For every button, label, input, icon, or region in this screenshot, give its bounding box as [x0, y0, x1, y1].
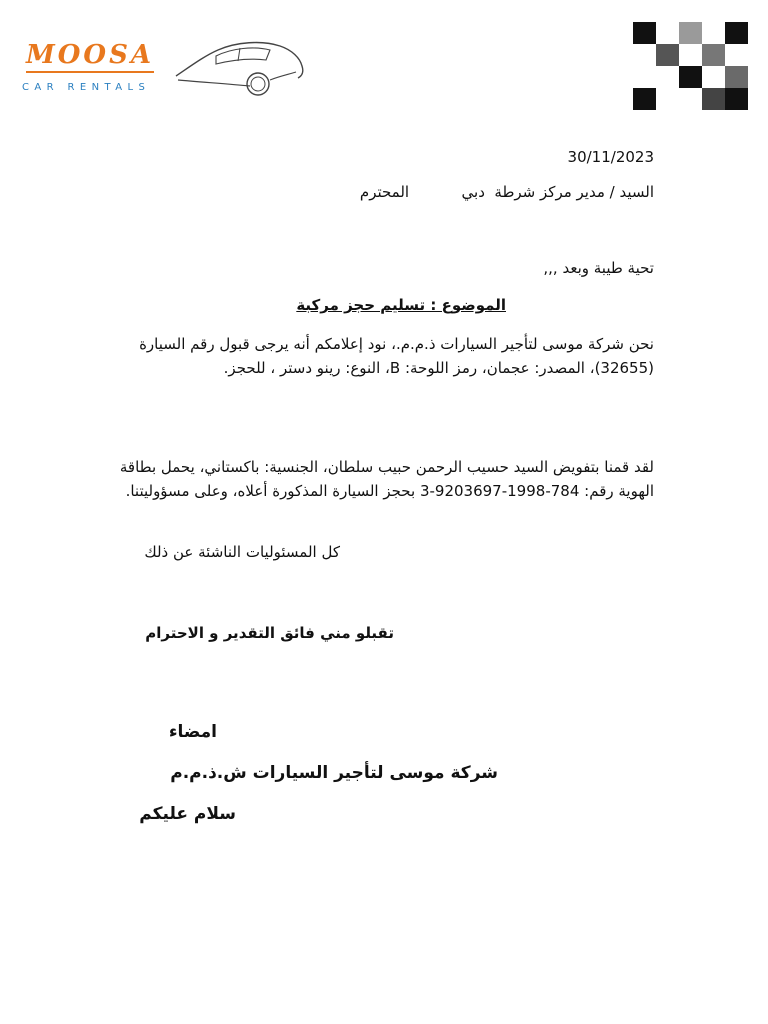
- letter-addressee: السيد / مدير مركز شرطة دبي المحترم: [359, 183, 654, 201]
- logo-tagline: CAR RENTALS: [22, 82, 151, 93]
- signature-salam: سلام عليكم: [139, 804, 236, 824]
- car-outline-icon: [170, 36, 310, 104]
- letter-date: 30/11/2023: [567, 148, 654, 166]
- checker-pattern-icon: [633, 22, 747, 110]
- letter-paragraph-vehicle: نحن شركة موسى لتأجير السيارات ذ.م.م.، نود إعلامكم أنه يرجى قبول رقم السيارة (32655)، المصدر: عجمان، رمز اللوحة: B، النوع: رينو دستر ، للحجز.: [139, 335, 654, 377]
- letter-closing: تقبلو مني فائق التقدير و الاحترام: [145, 624, 394, 642]
- signature-company: شركة موسى لتأجير السيارات ش.ذ.م.م: [170, 763, 498, 783]
- letter-responsibility: كل المسئوليات الناشئة عن ذلك: [144, 543, 340, 561]
- logo-brand-text: MOOSA: [26, 40, 155, 70]
- logo-underline: [26, 71, 154, 73]
- company-logo: [20, 36, 310, 106]
- letter-subject: الموضوع : تسليم حجز مركبة: [296, 296, 506, 314]
- letter-paragraph-authorization: لقد قمنا بتفويض السيد حسيب الرحمن حبيب سلطان، الجنسية: باكستاني، يحمل بطاقة الهوية رقم: 784-1998-9203697-3 بحجز السيارة المذكورة أعلاه، وعلى مسؤوليتنا.: [119, 458, 654, 500]
- signature-label: امضاء: [168, 722, 217, 742]
- letter-greeting: تحية طيبة وبعد ,,,: [543, 259, 654, 277]
